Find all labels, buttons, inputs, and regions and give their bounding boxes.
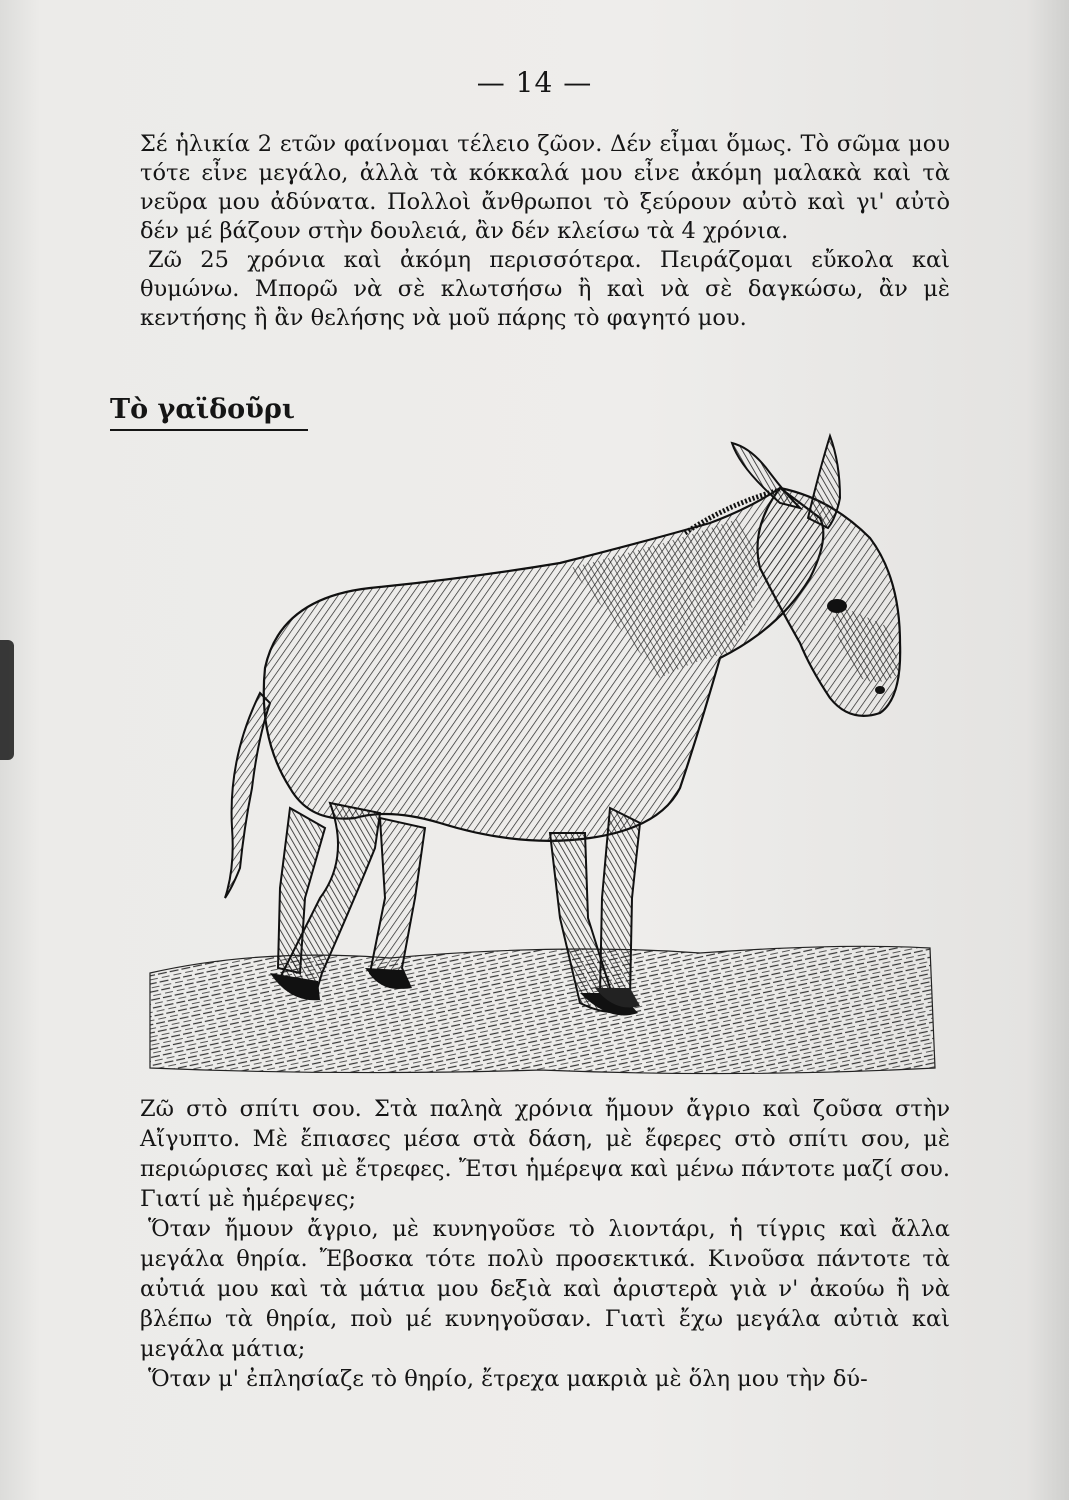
paragraph: Ζῶ 25 χρόνια καὶ ἀκόμη περισσότερα. Πειράζομαι εὔκολα καὶ θυμώνω. Μπορῶ νὰ σὲ κλωτσήσω ἢ καὶ νὰ σὲ δαγκώσω, ἂν μὲ κεντήσης ἢ ἂν θελήσης νὰ μοῦ πάρης τὸ φαγητό μου. bbox=[140, 247, 950, 331]
section-title: Τὸ γαϊδοῦρι bbox=[110, 394, 308, 431]
paragraph: Σέ ἡλικία 2 ετῶν φαίνομαι τέλειο ζῶον. Δέν εἶμαι ὅμως. Τὸ σῶμα μου τότε εἶνε μεγάλο, ἀλλὰ τὰ κόκκαλά μου εἶνε ἀκόμη μαλακὰ καὶ τὰ νεῦρα μου ἀδύνατα. Πολλοὶ ἄνθρωποι τὸ ξεύρουν αὐτὸ καὶ γι' αὐτὸ δέν μέ βάζουν στὴν δουλειά, ἂν δέν κλείσω τὰ 4 χρόνια. bbox=[140, 131, 950, 244]
paragraph: Ὅταν μ' ἐπλησίαζε τὸ θηρίο, ἔτρεχα μακριὰ μὲ ὅλη μου τὴν δύ- bbox=[148, 1366, 868, 1392]
page-number: — 14 — bbox=[476, 66, 593, 99]
intro-text bbox=[140, 130, 950, 333]
body-text bbox=[140, 1094, 950, 1394]
donkey-illustration bbox=[140, 428, 940, 1078]
binding-edge bbox=[0, 640, 14, 760]
paragraph: Ζῶ στὸ σπίτι σου. Στὰ παληὰ χρόνια ἤμουν ἄγριο καὶ ζοῦσα στὴν Αἴγυπτο. Μὲ ἔπιασες μέσα στὰ δάση, μὲ ἔφερες στὸ σπίτι σου, μὲ περιώρισες καὶ μὲ ἔτρεφες. Ἔτσι ἡμέρεψα καὶ μένω πάντοτε μαζί σου. Γιατί μὲ ἡμέρεψες; bbox=[140, 1096, 950, 1212]
paragraph: Ὅταν ἤμουν ἄγριο, μὲ κυνηγοῦσε τὸ λιοντάρι, ἡ τίγρις καὶ ἄλλα μεγάλα θηρία. Ἔβοσκα τότε πολὺ προσεκτικά. Κινοῦσα πάντοτε τὰ αὐτιά μου καὶ τὰ μάτια μου δεξιὰ καὶ ἀριστερὰ γιὰ ν' ἀκούω ἢ νὰ βλέπω τὰ θηρία, ποὺ μέ κυνηγοῦσαν. Γιατὶ ἔχω μεγάλα αὐτιὰ καὶ μεγάλα μάτια; bbox=[140, 1216, 950, 1362]
